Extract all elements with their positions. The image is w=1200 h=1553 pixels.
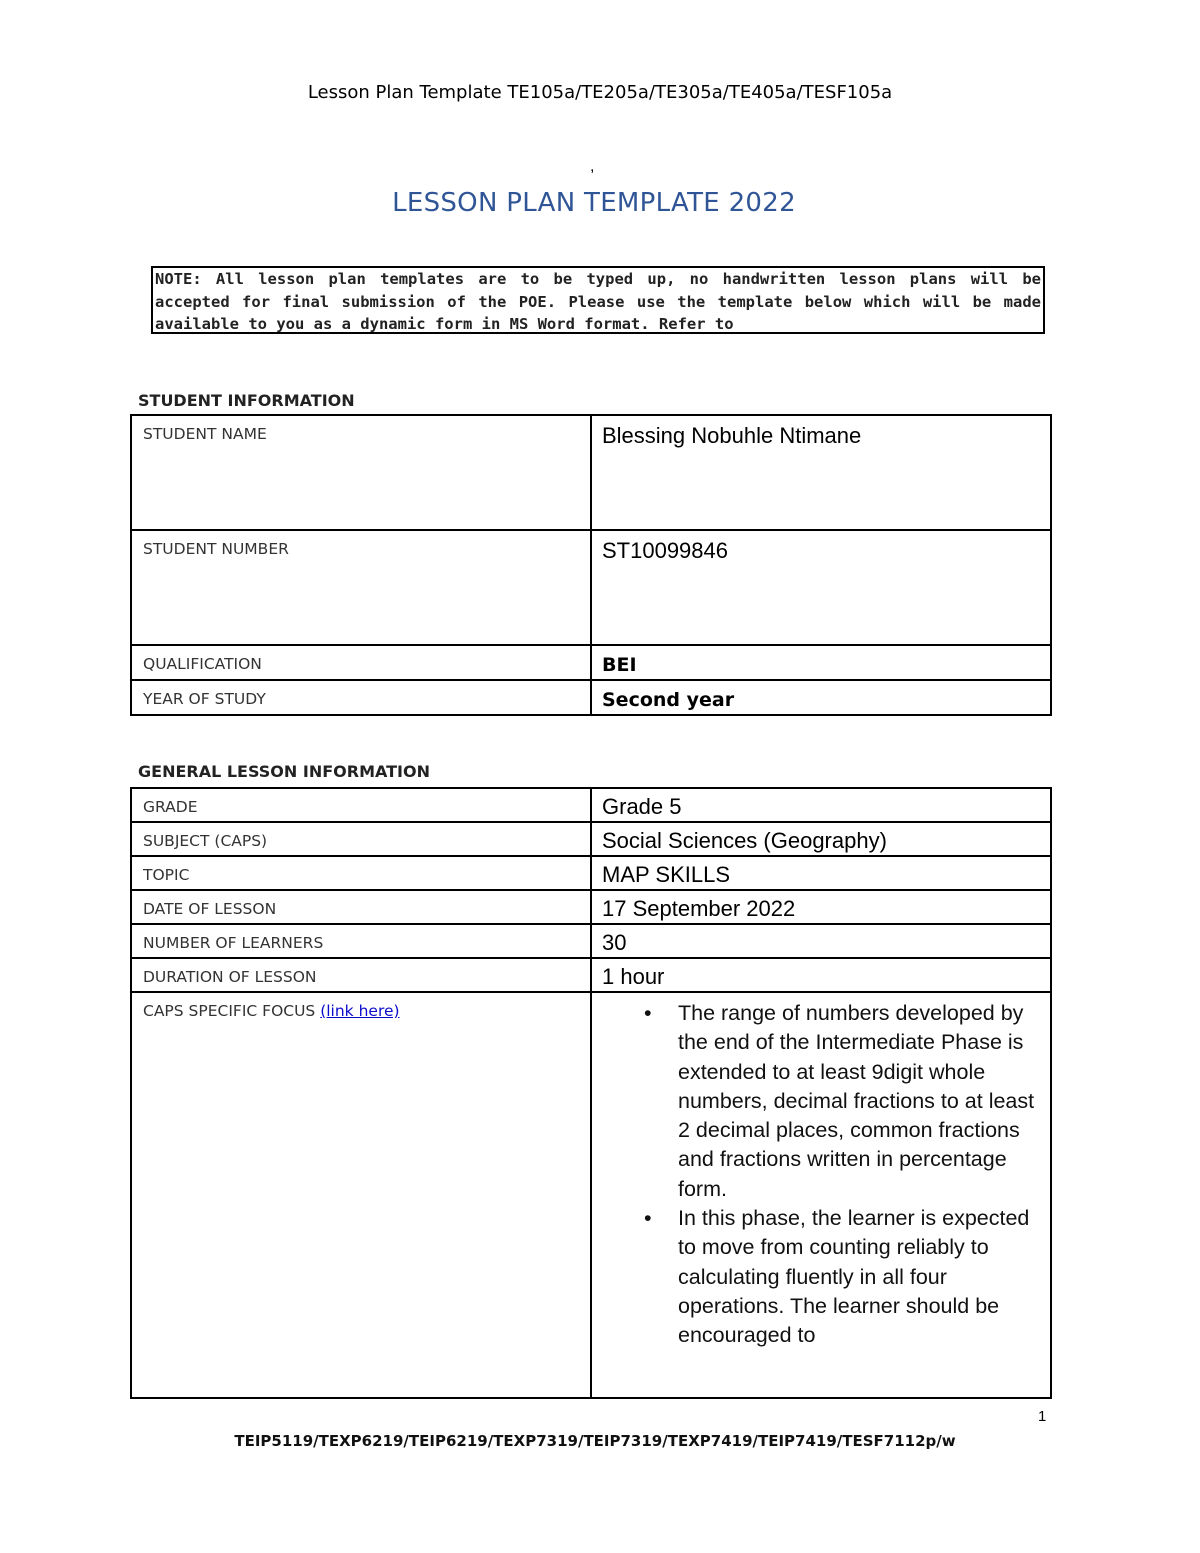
- table-row: [131, 415, 1051, 530]
- note-box: NOTE: All lesson plan templates are to be typed up, no handwritten lesson plans will be accepted for final submission of the POE. Please use the template below which will be made available to you as a dynamic form in MS Word format. Refer to: [151, 266, 1045, 334]
- student-information-table: [130, 414, 1052, 716]
- bullet-icon: •: [644, 1001, 652, 1025]
- general-lesson-information-heading: GENERAL LESSON INFORMATION: [138, 762, 430, 781]
- duration-of-lesson-value[interactable]: 1 hour: [602, 964, 665, 989]
- grade-label: GRADE: [143, 798, 198, 816]
- label-cell: [131, 415, 591, 530]
- page-footer: TEIP5119/TEXP6219/TEIP6219/TEXP7319/TEIP7319/TEXP7419/TEIP7419/TESF7112p/w: [234, 1432, 956, 1450]
- student-name-value[interactable]: Blessing Nobuhle Ntimane: [602, 423, 862, 448]
- list-item: [592, 1204, 1040, 1350]
- table-row: [131, 645, 1051, 680]
- table-row: [131, 680, 1051, 715]
- student-number-value[interactable]: ST10099846: [602, 538, 728, 563]
- topic-label: TOPIC: [143, 866, 190, 884]
- date-of-lesson-label: DATE OF LESSON: [143, 900, 277, 918]
- value-cell[interactable]: [591, 788, 1051, 822]
- student-name-label: STUDENT NAME: [143, 425, 267, 443]
- subject-value[interactable]: Social Sciences (Geography): [602, 828, 887, 853]
- number-of-learners-label: NUMBER OF LEARNERS: [143, 934, 324, 952]
- year-of-study-label: YEAR OF STUDY: [143, 690, 266, 708]
- table-row: [131, 890, 1051, 924]
- label-cell: [131, 788, 591, 822]
- caps-focus-text: In this phase, the learner is expected to move from counting reliably to calculating fluently in all four operations. The learner should be encouraged to: [678, 1206, 1030, 1348]
- qualification-label: QUALIFICATION: [143, 655, 262, 673]
- year-of-study-value[interactable]: Second year: [602, 689, 735, 711]
- value-cell[interactable]: [591, 924, 1051, 958]
- table-row: [131, 530, 1051, 645]
- label-cell: [131, 645, 591, 680]
- topic-value[interactable]: MAP SKILLS: [602, 862, 730, 887]
- list-item: [592, 999, 1040, 1204]
- table-row: [131, 958, 1051, 992]
- table-row: [131, 788, 1051, 822]
- value-cell[interactable]: [591, 856, 1051, 890]
- duration-of-lesson-label: DURATION OF LESSON: [143, 968, 317, 986]
- label-cell: [131, 958, 591, 992]
- label-cell: [131, 890, 591, 924]
- table-row: [131, 822, 1051, 856]
- value-cell[interactable]: [591, 645, 1051, 680]
- label-cell: [131, 822, 591, 856]
- page-number: 1: [1038, 1408, 1047, 1425]
- subject-label: SUBJECT (CAPS): [143, 832, 268, 850]
- bullet-icon: •: [644, 1206, 652, 1231]
- label-cell: [131, 856, 591, 890]
- label-cell: [131, 924, 591, 958]
- general-lesson-information-table: [130, 787, 1052, 1399]
- value-cell[interactable]: [591, 890, 1051, 924]
- label-cell: [131, 680, 591, 715]
- caps-focus-text: The range of numbers developed by the end of the Intermediate Phase is extended to at least 9digit whole numbers, decimal fractions to at least 2 decimal places, common fractions and fractions written in percentage form.: [678, 1001, 1035, 1201]
- caps-focus-label-text: CAPS SPECIFIC FOCUS: [143, 1002, 321, 1020]
- table-row: [131, 924, 1051, 958]
- stray-mark: ,: [590, 158, 595, 175]
- caps-focus-list: [592, 993, 1050, 1351]
- document-title: LESSON PLAN TEMPLATE 2022: [392, 188, 796, 218]
- value-cell[interactable]: [591, 958, 1051, 992]
- value-cell[interactable]: [591, 992, 1051, 1398]
- grade-value[interactable]: Grade 5: [602, 794, 682, 819]
- label-cell: [131, 530, 591, 645]
- date-of-lesson-value[interactable]: 17 September 2022: [602, 896, 796, 921]
- value-cell[interactable]: [591, 680, 1051, 715]
- label-cell: [131, 992, 591, 1398]
- qualification-value[interactable]: BEI: [602, 654, 637, 676]
- page-header: Lesson Plan Template TE105a/TE205a/TE305a/TE405a/TESF105a: [307, 82, 893, 103]
- value-cell[interactable]: [591, 415, 1051, 530]
- value-cell[interactable]: [591, 530, 1051, 645]
- student-information-heading: STUDENT INFORMATION: [138, 391, 355, 410]
- table-row: [131, 992, 1051, 1398]
- table-row: [131, 856, 1051, 890]
- caps-specific-focus-label: [132, 993, 590, 1020]
- student-number-label: STUDENT NUMBER: [143, 540, 289, 558]
- number-of-learners-value[interactable]: 30: [602, 930, 627, 955]
- caps-link[interactable]: (link here): [320, 1002, 400, 1020]
- value-cell[interactable]: [591, 822, 1051, 856]
